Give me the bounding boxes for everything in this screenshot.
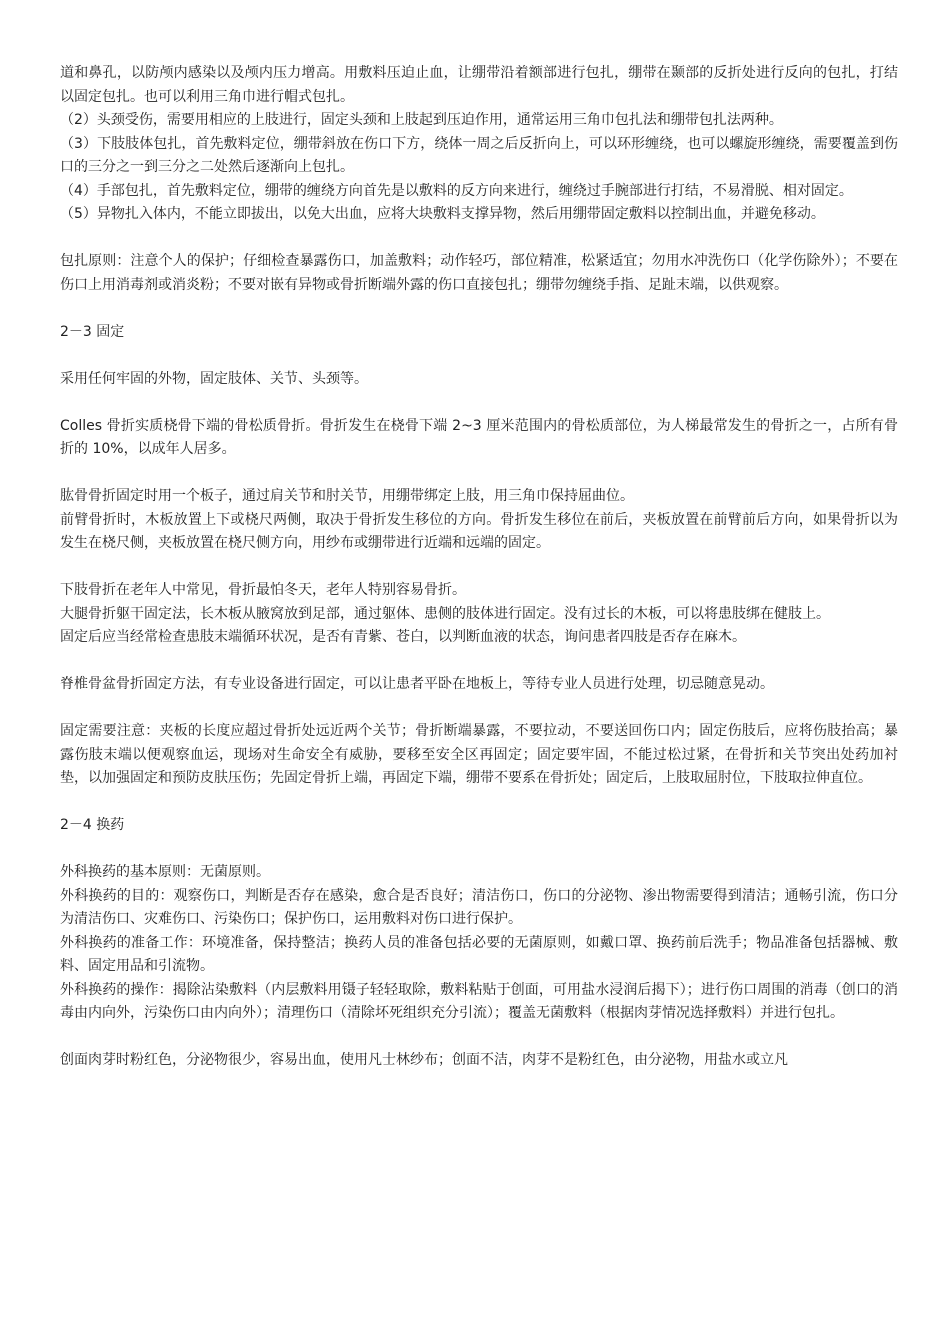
blank-line xyxy=(60,838,898,862)
paragraph-dressing-preparation: 外科换药的准备工作：环境准备，保持整洁；换药人员的准备包括必要的无菌原则，如戴口罩、换药前后洗手；物品准备包括器械、敷料、固定用品和引流物。 xyxy=(60,934,898,974)
paragraph-spine-pelvis: 脊椎骨盆骨折固定方法，有专业设备进行固定，可以让患者平卧在地板上，等待专业人员进行处理，切忌随意晃动。 xyxy=(60,676,774,692)
paragraph-dressing-operation: 外科换药的操作：揭除沾染敷料（内层敷料用镊子轻轻取除，敷料粘贴于创面，可用盐水浸润后揭下）；进行伤口周围的消毒（创口的消毒由内向外，污染伤口由内向外）；清理伤口（清除坏死组织充分引流）；覆盖无菌敷料（根据肉芽情况选择敷料）并进行包扎。 xyxy=(60,981,898,1021)
paragraph-foreign-object: （5）异物扎入体内，不能立即拔出，以免大出血，应将大块敷料支撑异物，然后用绷带固定敷料以控制出血，并避免移动。 xyxy=(60,206,825,222)
blank-line xyxy=(60,297,898,321)
paragraph-fixation-intro: 采用任何牢固的外物，固定肢体、关节、头颈等。 xyxy=(60,370,368,387)
paragraph-colles-fracture: Colles 骨折实质桡骨下端的骨松质骨折。骨折发生在桡骨下端 2~3 厘米范围内的骨松质部位，为人梯最常发生的骨折之一，占所有骨折的 10%，以成年人居多。 xyxy=(60,417,898,457)
section-heading-fixation: 2－3 固定 xyxy=(60,323,125,340)
blank-line xyxy=(60,556,898,580)
paragraph-lower-limb: （3）下肢肢体包扎，首先敷料定位，绷带斜放在伤口下方，绕体一周之后反折向上，可以环形缠绕，也可以螺旋形缠绕，需要覆盖到伤口的三分之一到三分之二处然后逐渐向上包扎。 xyxy=(60,135,898,175)
paragraph-bandage-principles: 包扎原则：注意个人的保护；仔细检查暴露伤口，加盖敷料；动作轻巧，部位精准，松紧适宜；勿用水冲洗伤口（化学伤除外）；不要在伤口上用消毒剂或消炎粉；不要对嵌有异物或骨折断端外露的伤口直接包扎；绷带勿缠绕手指、足趾末端，以供观察。 xyxy=(60,253,898,293)
blank-line xyxy=(60,791,898,815)
blank-line xyxy=(60,227,898,251)
blank-line xyxy=(60,697,898,721)
section-heading-dressing: 2－4 换药 xyxy=(60,817,125,833)
document-body xyxy=(60,62,898,1073)
paragraph-lower-limb-fracture: 下肢骨折在老年人中常见，骨折最怕冬天，老年人特别容易骨折。 xyxy=(60,582,466,598)
paragraph-hand: （4）手部包扎，首先敷料定位，绷带的缠绕方向首先是以敷料的反方向来进行，缠绕过手腕部进行打结，不易滑脱、相对固定。 xyxy=(60,182,853,199)
paragraph-neck-injury: （2）头颈受伤，需要用相应的上肢进行，固定头颈和上肢起到压迫作用，通常运用三角巾包扎法和绷带包扎法两种。 xyxy=(60,112,783,128)
paragraph-dressing-purpose: 外科换药的目的：观察伤口，判断是否存在感染，愈合是否良好；清洁伤口，伤口的分泌物、渗出物需要得到清洁；通畅引流，伤口分为清洁伤口、灾难伤口、污染伤口；保护伤口，运用敷料对伤口进行保护。 xyxy=(60,887,898,927)
paragraph-humerus: 肱骨骨折固定时用一个板子，通过肩关节和肘关节，用绷带绑定上肢，用三角巾保持屈曲位。 xyxy=(60,488,634,504)
paragraph-fixation-notes: 固定需要注意：夹板的长度应超过骨折处远近两个关节；骨折断端暴露，不要拉动，不要送回伤口内；固定伤肢后，应将伤肢抬高；暴露伤肢末端以便观察血运，现场对生命安全有威胁，要移至安全区再固定；固定要牢固，不能过松过紧，在骨折和关节突出处药加衬垫，以加强固定和预防皮肤压伤；先固定骨折上端，再固定下端，绷带不要系在骨折处；固定后，上肢取屈肘位，下肢取拉伸直位。 xyxy=(60,723,898,786)
blank-line xyxy=(60,650,898,674)
paragraph-wound-granulation: 创面肉芽时粉红色，分泌物很少，容易出血，使用凡士林纱布；创面不洁，肉芽不是粉红色，由分泌物，用盐水或立凡 xyxy=(60,1052,788,1068)
paragraph-head-wound: 道和鼻孔，以防颅内感染以及颅内压力增高。用敷料压迫止血，让绷带沿着额部进行包扎，绷带在颞部的反折处进行反向的包扎，打结以固定包扎。也可以利用三角巾进行帽式包扎。 xyxy=(60,65,898,105)
blank-line xyxy=(60,391,898,415)
paragraph-thigh-fracture: 大腿骨折躯干固定法，长木板从腋窝放到足部，通过躯体、患侧的肢体进行固定。没有过长的木板，可以将患肢绑在健肢上。 xyxy=(60,605,830,622)
paragraph-circulation-check: 固定后应当经常检查患肢末端循环状况，是否有青紫、苍白，以判断血液的状态，询问患者四肢是否存在麻木。 xyxy=(60,629,746,645)
paragraph-dressing-principle: 外科换药的基本原则：无菌原则。 xyxy=(60,864,270,880)
paragraph-forearm: 前臂骨折时，木板放置上下或桡尺两侧，取决于骨折发生移位的方向。骨折发生移位在前后，夹板放置在前臂前后方向，如果骨折以为发生在桡尺侧，夹板放置在桡尺侧方向，用纱布或绷带进行近端和远端的固定。 xyxy=(60,511,898,551)
blank-line xyxy=(60,344,898,368)
blank-line xyxy=(60,462,898,486)
blank-line xyxy=(60,1026,898,1050)
